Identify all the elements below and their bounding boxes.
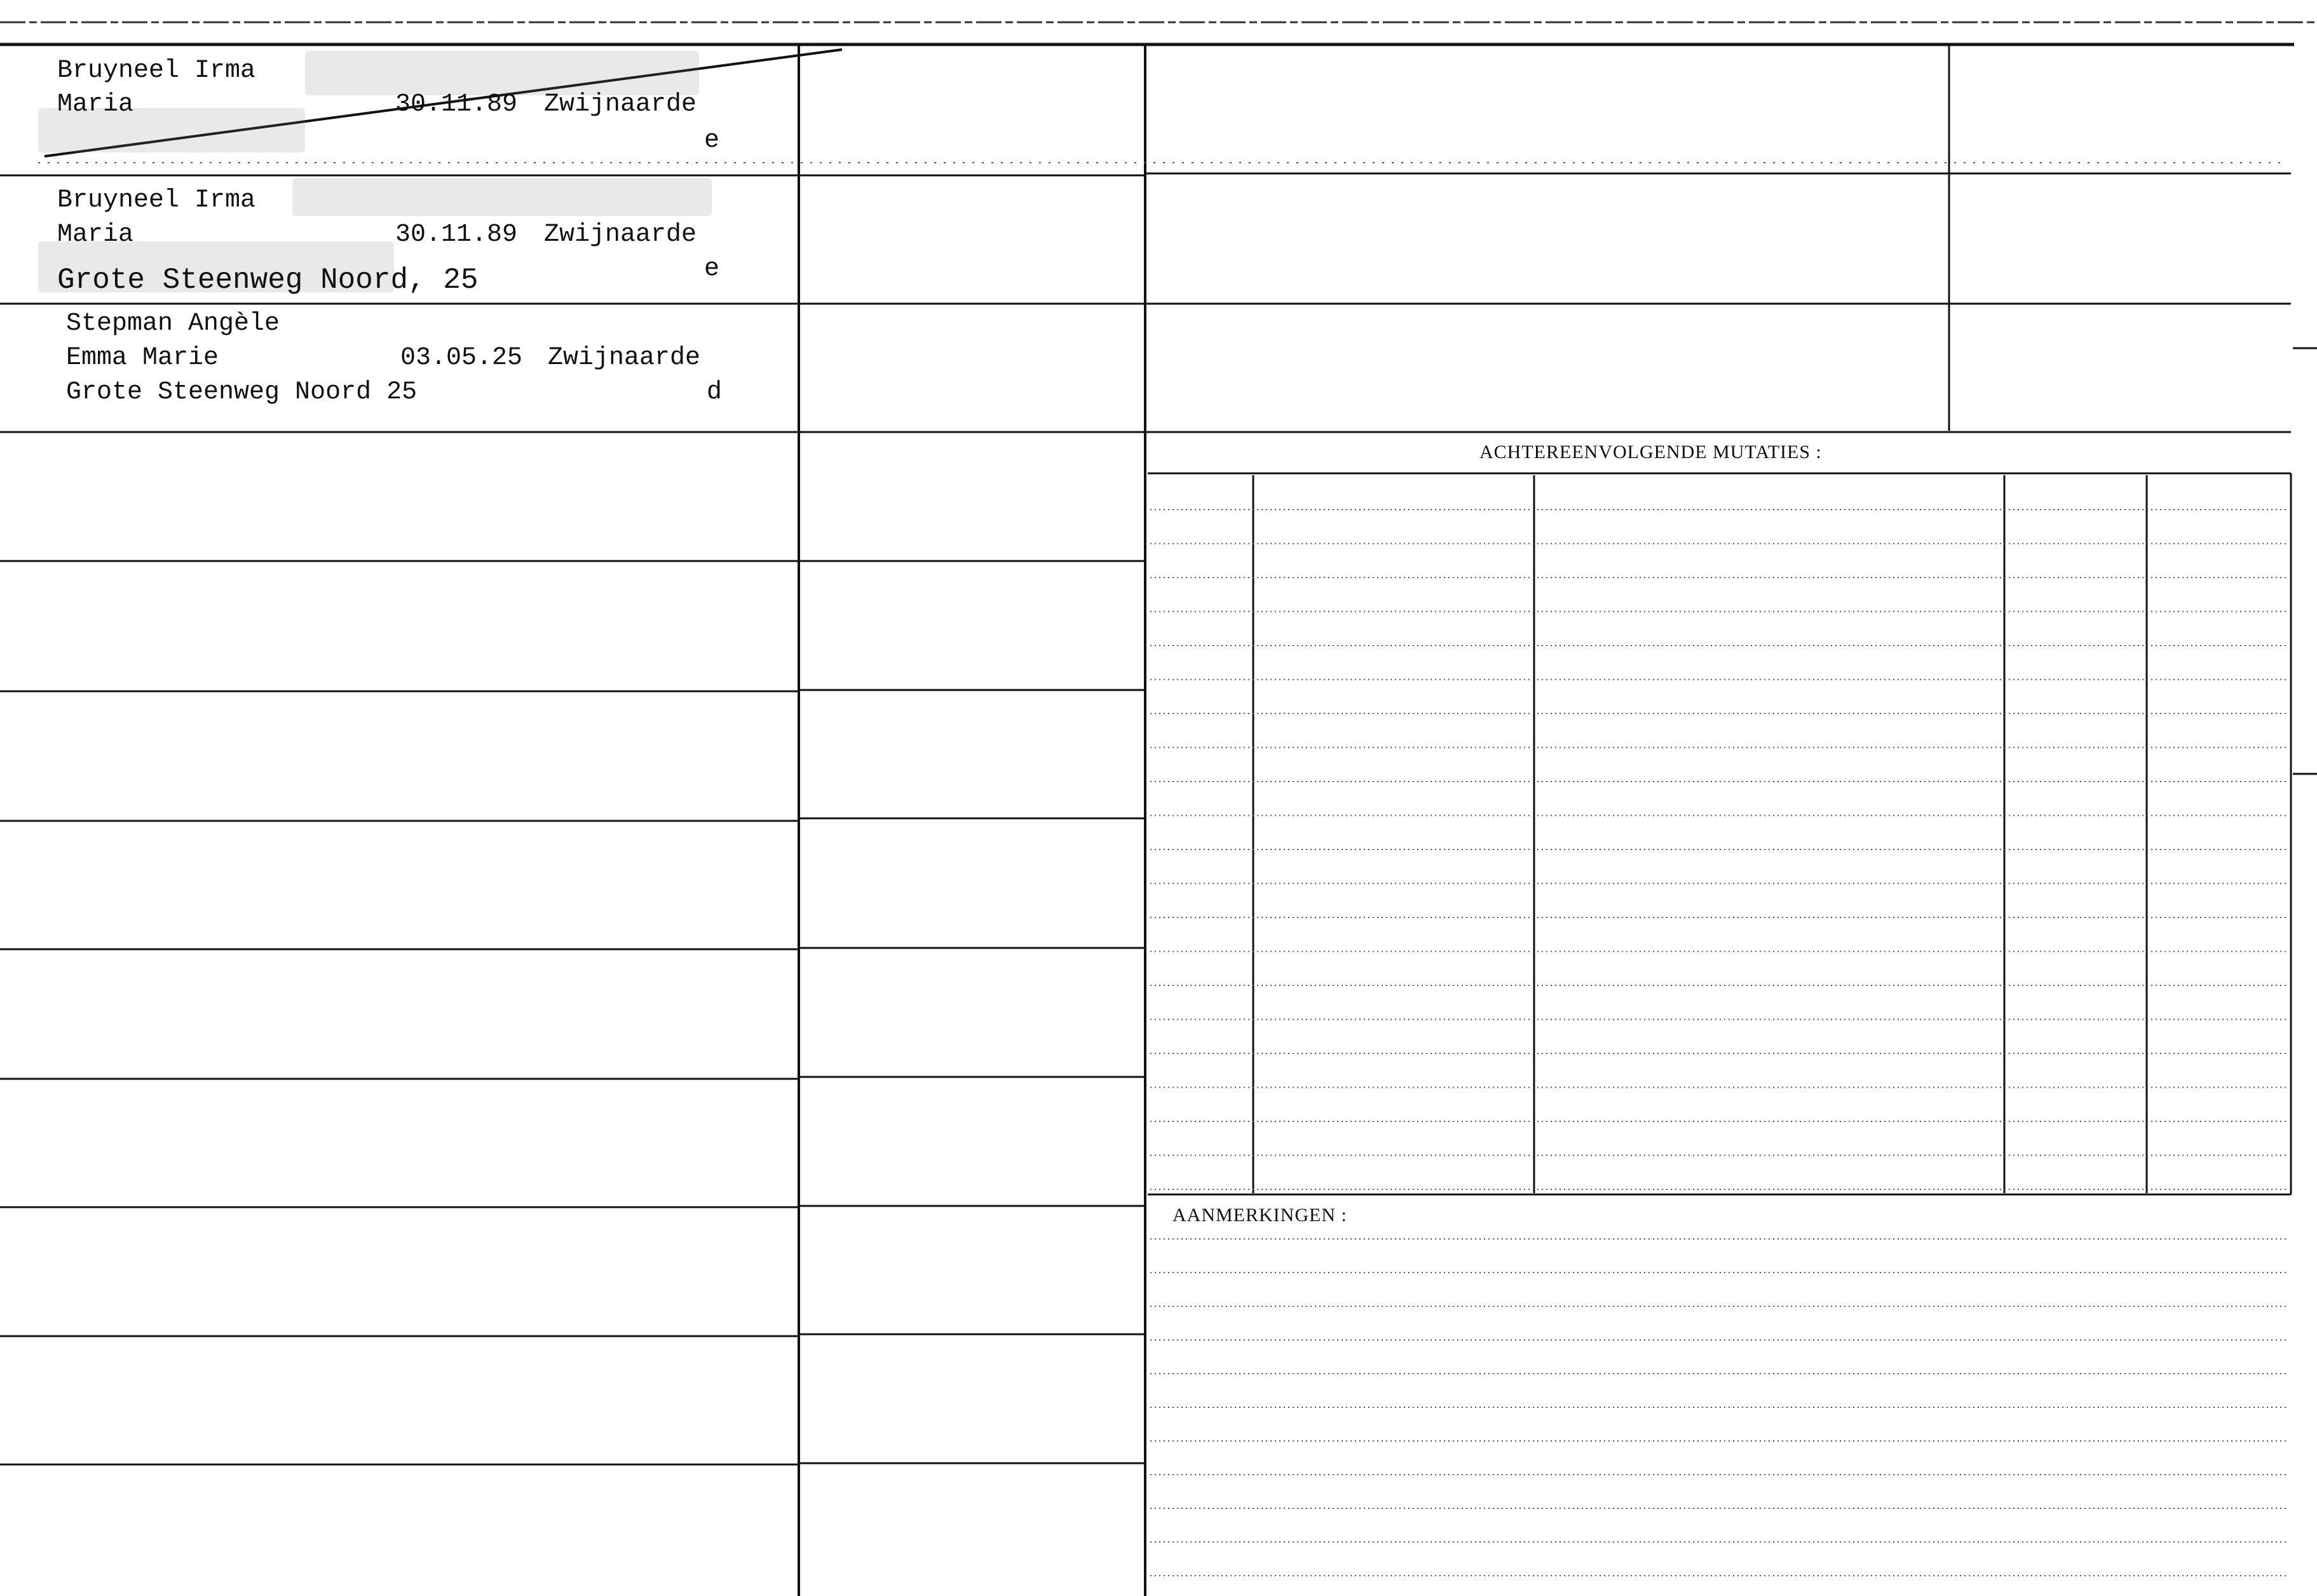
entry-2-code: e [704, 255, 720, 283]
right-top-row-lines [1146, 173, 2291, 432]
entry-2-birth-place: Zwijnaarde [544, 220, 697, 249]
stamp-smudge [305, 51, 699, 95]
entry-2-address: Grote Steenweg Noord, 25 [57, 264, 479, 297]
mutations-dotted-lines [1150, 510, 2288, 1189]
entry-3-birth-date: 03.05.25 [400, 344, 523, 372]
entry-1-birth-date: 30.11.89 [395, 90, 518, 119]
mutations-heading: ACHTEREENVOLGENDE MUTATIES : [1479, 442, 1822, 463]
entry-3-given-names: Emma Marie [66, 344, 219, 372]
entry-2-given-names: Maria [57, 220, 134, 249]
entry-3-code: d [707, 378, 723, 407]
entry-3-name: Stepman Angèle [66, 309, 280, 338]
entry-1-birth-place: Zwijnaarde [544, 90, 697, 119]
remarks-dotted-lines [1150, 1239, 2288, 1576]
entry-1-name: Bruyneel Irma [57, 57, 256, 85]
entry-1-code: e [704, 126, 720, 155]
entry-1-given-names: Maria [57, 90, 134, 119]
entry-2-name: Bruyneel Irma [57, 186, 256, 215]
entry-3-birth-place: Zwijnaarde [548, 344, 701, 372]
entry-2-birth-date: 30.11.89 [395, 220, 518, 249]
entry-3-address: Grote Steenweg Noord 25 [66, 378, 418, 407]
remarks-heading: AANMERKINGEN : [1172, 1205, 1347, 1226]
stamp-smudge [292, 178, 712, 216]
mutations-table-frame [1148, 473, 2291, 1194]
middle-row-lines [800, 175, 1144, 1463]
